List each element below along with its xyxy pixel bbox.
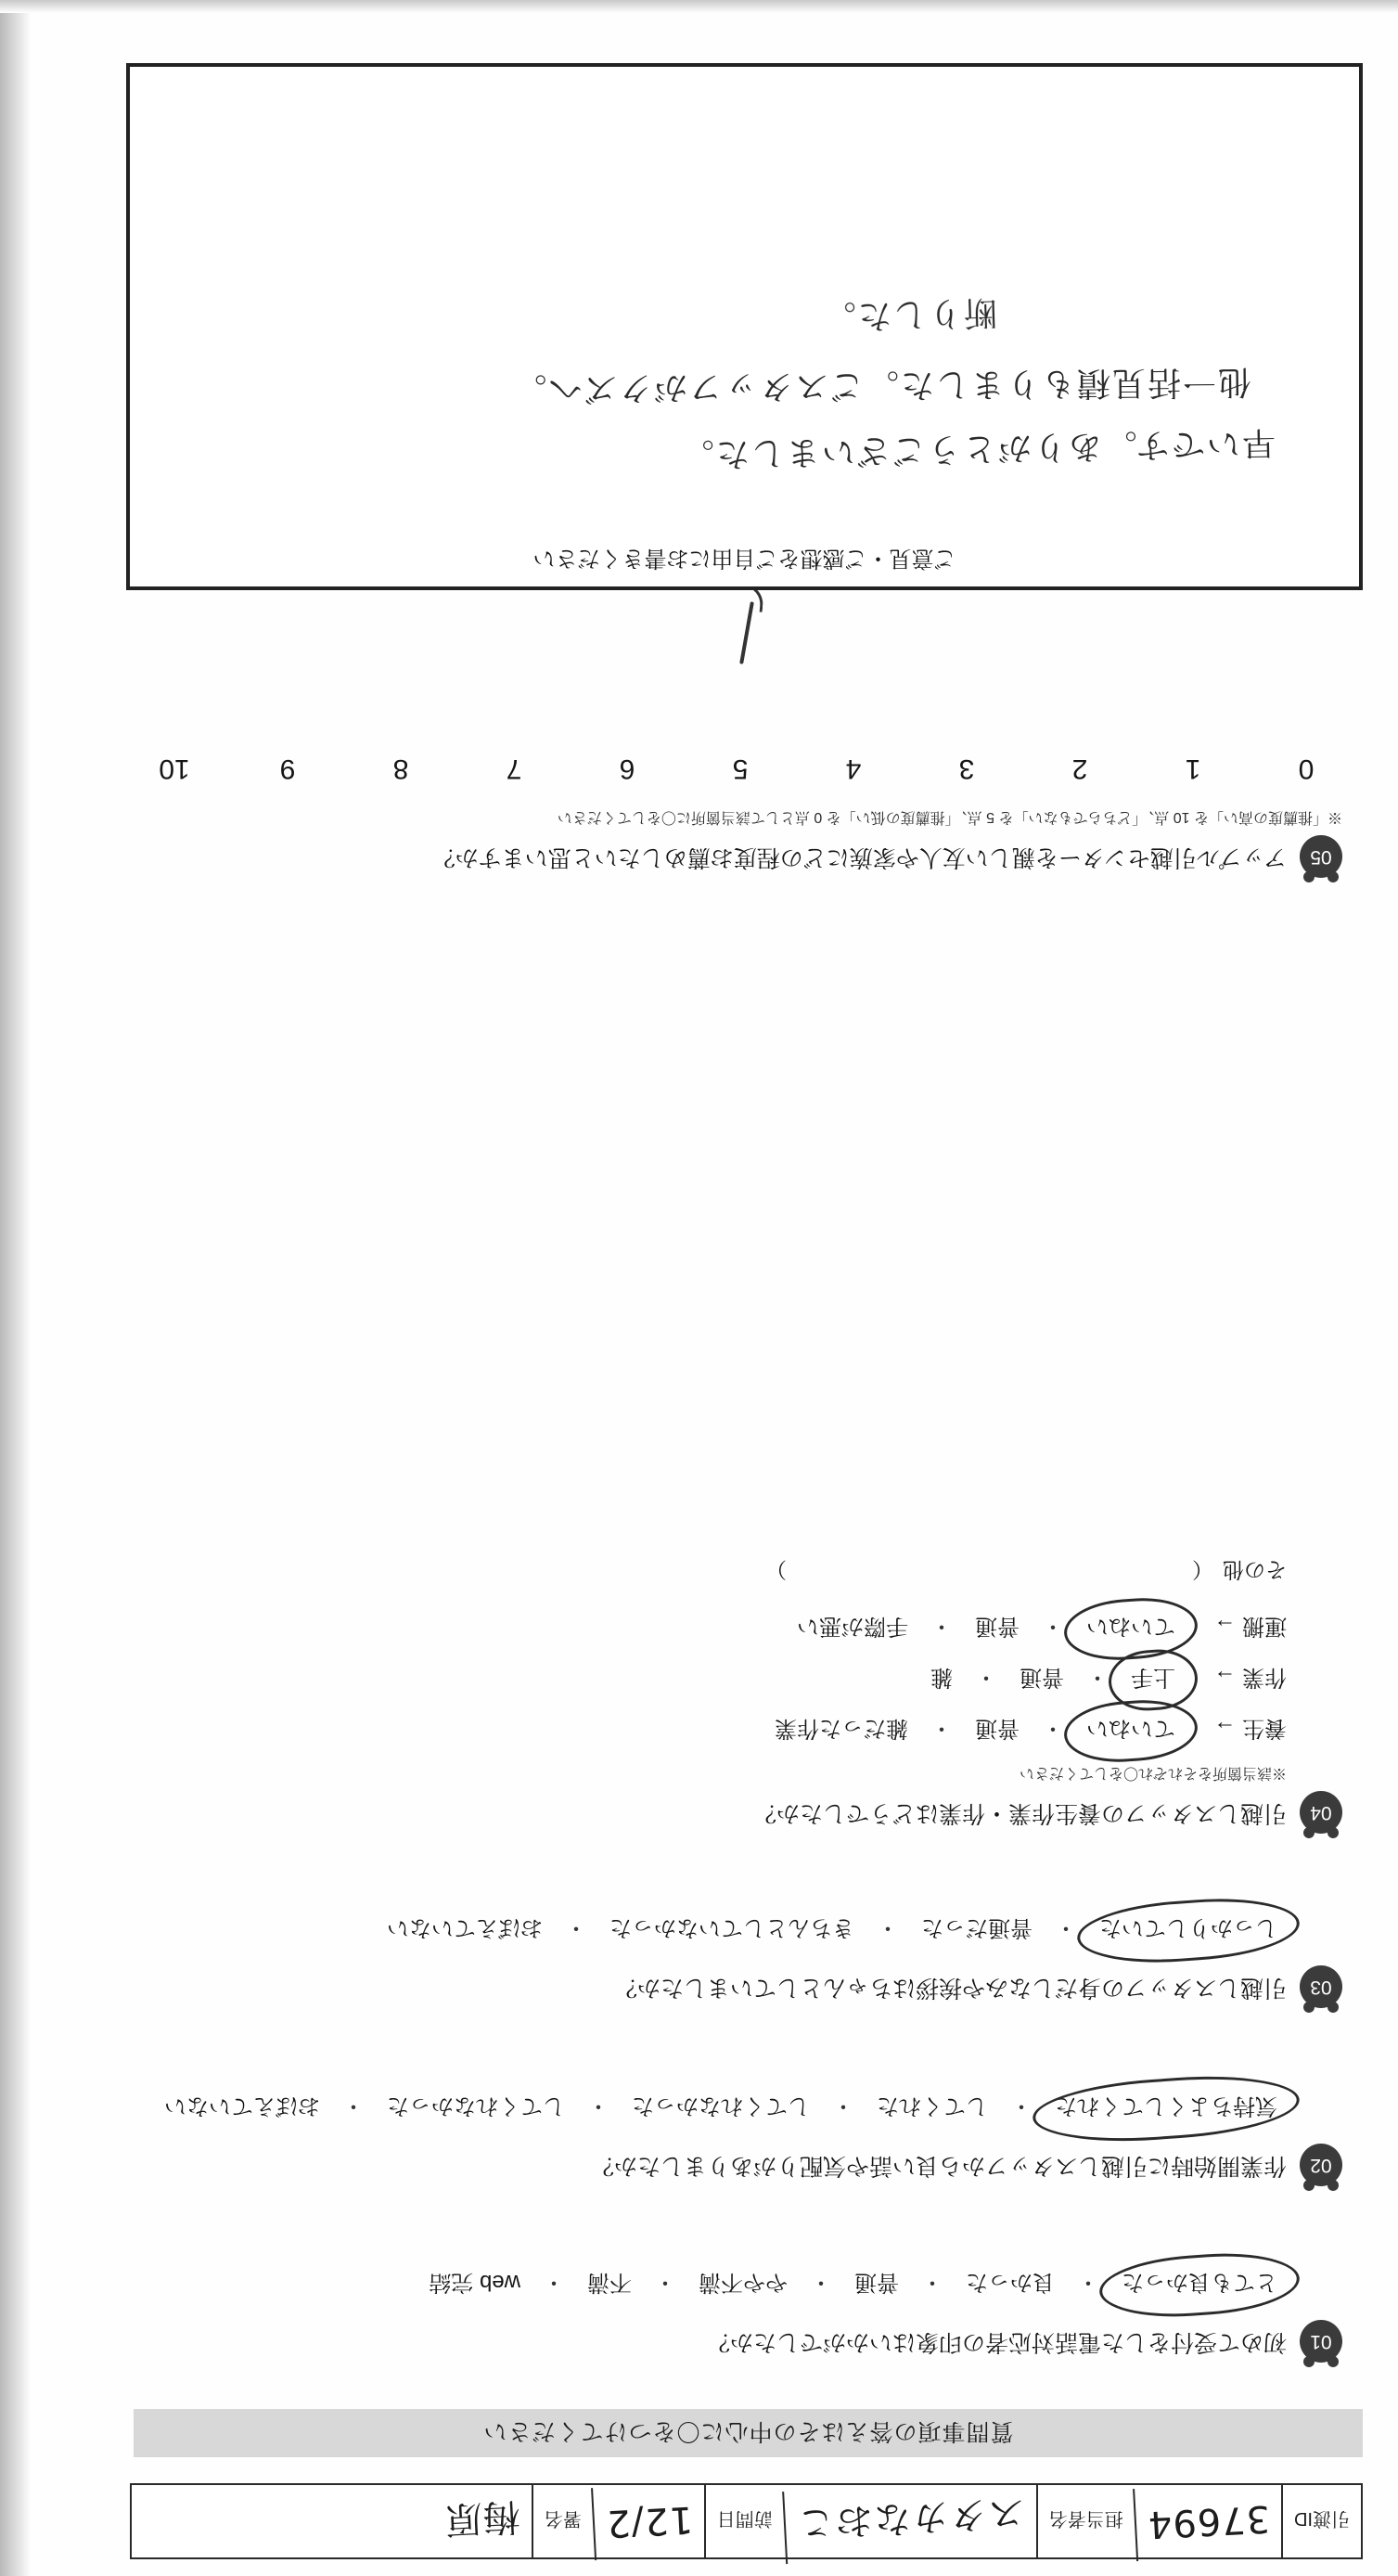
scale-option-5[interactable]: 5 [732, 753, 749, 784]
question-04-row-yojo [118, 1713, 1287, 1749]
question-05-text: アップル引越センターを親しい友人や家族にどの程度お薦めしたいと思いますか？ [431, 844, 1287, 870]
question-04-row-sagyo-label: 作業 → [1213, 1665, 1287, 1690]
question-02-options [118, 2091, 1287, 2127]
free-comment-box[interactable] [126, 63, 1363, 590]
header-sign-label: 署名 [532, 2485, 593, 2557]
option-separator: ・ [1055, 1915, 1077, 1940]
scale-option-2[interactable]: 2 [1071, 753, 1088, 784]
option-separator: ・ [1042, 1614, 1064, 1639]
question-05-note: ※「推薦度の高い」を 10 点、「どちらでもない」を 5 点、「推薦度の低い」を 0 点として該当箇所に〇をしてください [557, 809, 1342, 825]
free-comment-label: ご意見・ご感想をご自由にお書きください [532, 546, 956, 571]
question-04-row-sagyo-option-0[interactable]: 上手 [1122, 1662, 1185, 1698]
question-03-option-3[interactable]: おぼえていない [387, 1915, 543, 1940]
question-01-option-0[interactable]: とても良かった [1112, 2267, 1287, 2303]
question-02-head [118, 2144, 1342, 2186]
question-04-row-unpan-option-2[interactable]: 手際が悪い [797, 1614, 908, 1639]
question-04-head [118, 1791, 1342, 1834]
header-name-label: 担当者名 [1036, 2485, 1135, 2557]
option-separator: ・ [1077, 2270, 1099, 2295]
option-separator: ・ [930, 1614, 953, 1639]
question-04-row-yojo-option-2[interactable]: 雑だった作業 [775, 1716, 908, 1741]
question-04-badge: 04 [1300, 1791, 1342, 1834]
question-02-option-1[interactable]: してくれた [877, 2093, 988, 2119]
question-04-row-sagyo-option-2[interactable]: 雑 [930, 1665, 953, 1690]
question-03-head [118, 1965, 1342, 2008]
scan-edge-shadow-left [0, 0, 32, 2576]
scale-option-1[interactable]: 1 [1185, 753, 1201, 784]
scale-option-6[interactable]: 6 [619, 753, 635, 784]
question-01-option-5[interactable]: web 完結 [429, 2270, 520, 2295]
question-04-note: ※該当箇所をそれぞれ〇をしてください [1019, 1765, 1287, 1781]
question-05-head [118, 835, 1342, 878]
question-03-badge: 03 [1300, 1965, 1342, 2008]
free-comment-line-3: 断りした。 [820, 292, 998, 337]
question-03 [118, 1913, 1342, 2008]
header-visit-date-label: 訪問日 [704, 2485, 784, 2557]
header-name-value: スタカなおこ [782, 2479, 1038, 2564]
option-separator: ・ [921, 2270, 943, 2295]
option-separator: ・ [654, 2270, 676, 2295]
question-04-row-yojo-label: 養生 → [1213, 1716, 1287, 1741]
option-separator: ・ [587, 2093, 609, 2119]
option-separator: ・ [877, 1915, 899, 1940]
question-04-row-sagyo [118, 1662, 1287, 1698]
option-separator: ・ [565, 1915, 587, 1940]
header-id-value: 37694 [1133, 2481, 1283, 2561]
question-02-option-0[interactable]: 気持ちよくしてくれた [1045, 2091, 1287, 2127]
form-header [130, 2483, 1363, 2559]
question-04-row-unpan [118, 1611, 1287, 1647]
question-02-badge: 02 [1300, 2144, 1342, 2186]
free-comment-line-1: 早いです。ありがとうございました。 [678, 422, 1276, 474]
question-05 [118, 753, 1342, 878]
question-01-option-4[interactable]: 不満 [587, 2270, 632, 2295]
question-02-option-3[interactable]: してくれなかった [387, 2093, 565, 2119]
question-02-option-2[interactable]: してくれなかった [632, 2093, 810, 2119]
option-separator: ・ [543, 2270, 565, 2295]
option-separator: ・ [1010, 2093, 1032, 2119]
scale-option-4[interactable]: 4 [845, 753, 862, 784]
option-separator: ・ [832, 2093, 854, 2119]
question-04 [118, 1556, 1342, 1834]
header-sign-value: 梅原 [442, 2494, 521, 2542]
question-04-other [118, 1556, 1287, 1587]
instructions-banner: 質問事項の答えはその中心に〇をつけてください [134, 2409, 1363, 2457]
question-01-option-1[interactable]: 良かった [966, 2270, 1055, 2295]
question-04-row-sagyo-option-1[interactable]: 普通 [1020, 1665, 1064, 1690]
question-01-text: 初めて受付をした電話対応者の印象はいかがでしたか？ [706, 2329, 1287, 2355]
option-separator: ・ [930, 1716, 953, 1741]
free-comment-line-2: 他一括見積もりました。ごスタッフがクズへ。 [511, 362, 1252, 408]
question-04-row-yojo-option-1[interactable]: 普通 [975, 1716, 1020, 1741]
question-01-options [118, 2267, 1287, 2303]
question-04-other-label: その他 [1223, 1558, 1287, 1582]
question-03-option-0[interactable]: しっかりしていた [1090, 1913, 1287, 1949]
option-separator: ・ [810, 2270, 832, 2295]
question-03-option-2[interactable]: きちんとしていなかった [609, 1915, 854, 1940]
question-05-scale [142, 753, 1339, 784]
question-02-option-4[interactable]: おぼえていない [164, 2093, 320, 2119]
option-separator: ・ [1086, 1665, 1109, 1690]
question-05-badge: 05 [1300, 835, 1342, 878]
question-03-text: 引越しスタッフの身だしなみや挨拶はちゃんとしていましたか？ [613, 1975, 1287, 2001]
question-01-head [118, 2320, 1342, 2363]
question-02 [118, 2091, 1342, 2186]
scale-option-8[interactable]: 8 [392, 753, 409, 784]
question-04-row-unpan-label: 運搬 → [1213, 1614, 1287, 1639]
option-separator: ・ [342, 2093, 365, 2119]
header-visit-date-value: 12/2 [591, 2482, 706, 2560]
scale-option-9[interactable]: 9 [279, 753, 296, 784]
option-separator: ・ [1042, 1716, 1064, 1741]
question-04-text: 引越しスタッフの養生作業・作業はどうでしたか？ [752, 1800, 1287, 1826]
option-separator: ・ [975, 1665, 997, 1690]
question-04-other-input[interactable]: （ ） [765, 1558, 1213, 1582]
scale-option-7[interactable]: 7 [506, 753, 522, 784]
question-04-row-yojo-option-0[interactable]: ていねい [1077, 1713, 1185, 1749]
question-01-option-2[interactable]: 普通 [854, 2270, 899, 2295]
question-04-row-unpan-option-1[interactable]: 普通 [975, 1614, 1020, 1639]
free-comment-handwriting [209, 286, 1276, 486]
scale-option-0[interactable]: 0 [1298, 753, 1315, 784]
question-01-option-3[interactable]: やや不満 [699, 2270, 788, 2295]
question-03-option-1[interactable]: 普通だった [921, 1915, 1032, 1940]
question-02-text: 作業開始時に引越しスタッフから良い話や気配りがありましたか？ [590, 2153, 1287, 2179]
question-01-badge: 01 [1300, 2320, 1342, 2363]
question-03-options [118, 1913, 1287, 1949]
header-id-label: 引渡ID [1281, 2485, 1361, 2557]
question-04-row-unpan-option-0[interactable]: ていねい [1077, 1611, 1185, 1647]
question-01 [118, 2267, 1342, 2363]
scan-edge-shadow-top [0, 0, 1398, 13]
scale-option-10[interactable]: 10 [159, 753, 190, 784]
scale-option-3[interactable]: 3 [958, 753, 975, 784]
